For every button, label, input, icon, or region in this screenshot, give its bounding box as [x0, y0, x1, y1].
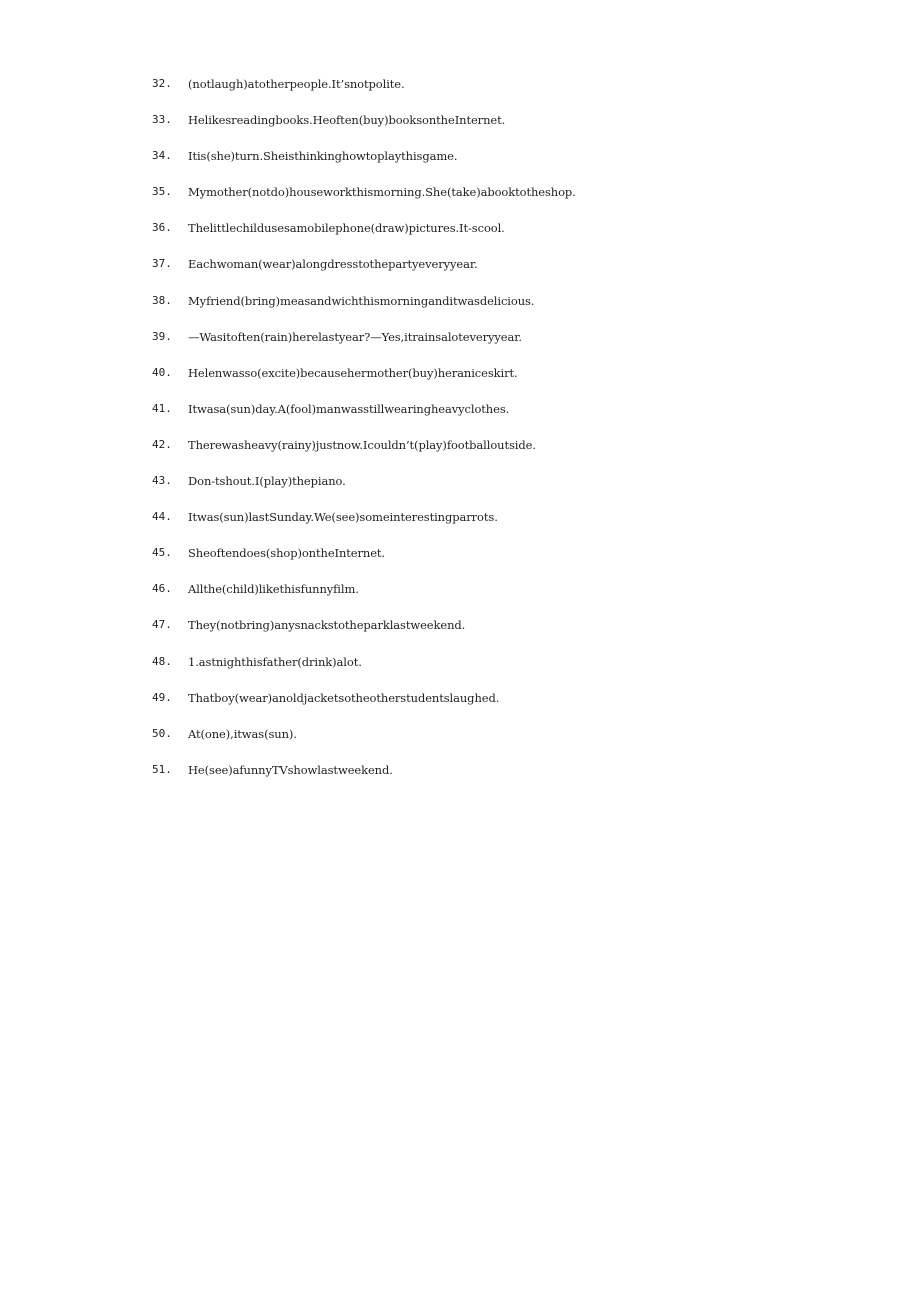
- exercise-number: 40.: [152, 365, 172, 379]
- exercise-item: [152, 148, 852, 184]
- exercise-text: Mymother(notdo)houseworkthismorning.She(take)abooktotheshop.: [188, 185, 576, 200]
- exercise-text: They(notbring)anysnackstotheparklastweekend.: [188, 618, 466, 633]
- exercise-text: Helenwasso(excite)becausehermother(buy)heraniceskirt.: [188, 365, 518, 380]
- exercise-text: He(see)afunnyTVshowlastweekend.: [188, 762, 393, 777]
- exercise-text: At(one),itwas(sun).: [188, 726, 297, 741]
- exercise-item: [152, 437, 852, 473]
- exercise-item: [152, 112, 852, 148]
- exercise-text: Therewasheavy(rainy)justnow.Icouldn’t(play)footballoutside.: [188, 437, 536, 452]
- exercise-item: [152, 581, 852, 617]
- exercise-number: 38.: [152, 293, 172, 307]
- exercise-text: Thelittlechildusesamobilephone(draw)pictures.It‑scool.: [188, 221, 505, 236]
- exercise-number: 39.: [152, 329, 172, 343]
- exercise-text: (notlaugh)atotherpeople.It’snotpolite.: [188, 77, 405, 91]
- exercise-text: —Wasitoften(rain)herelastyear?—Yes,itrainsaloteveryyear.: [188, 329, 522, 344]
- exercise-text: 1.astnighthisfather(drink)alot.: [188, 654, 362, 669]
- exercise-item: [152, 762, 852, 798]
- exercise-text: Itis(she)turn.Sheisthinkinghowtoplaythisgame.: [188, 149, 458, 164]
- exercise-item: [152, 184, 852, 220]
- exercise-text: Don‑tshout.I(play)thepiano.: [188, 474, 346, 489]
- exercise-item: [152, 220, 852, 256]
- exercise-text: Allthe(child)likethisfunnyfilm.: [188, 582, 359, 597]
- exercise-item: [152, 473, 852, 509]
- exercise-number: 33.: [152, 113, 172, 127]
- exercise-number: 42.: [152, 437, 172, 451]
- exercise-text: Itwasa(sun)day.A(fool)manwasstillwearingheavyclothes.: [188, 401, 510, 416]
- exercise-number: 43.: [152, 474, 172, 488]
- exercise-item: [152, 365, 852, 401]
- exercise-item: [152, 545, 852, 581]
- exercise-number: 51.: [152, 762, 172, 776]
- exercise-item: [152, 293, 852, 329]
- exercise-number: 49.: [152, 690, 172, 704]
- exercise-number: 46.: [152, 582, 172, 596]
- exercise-item: [152, 617, 852, 653]
- exercise-item: [152, 654, 852, 690]
- exercise-number: 41.: [152, 401, 172, 415]
- exercise-item: [152, 76, 852, 112]
- exercise-item: [152, 726, 852, 762]
- exercise-number: 50.: [152, 726, 172, 740]
- exercise-text: Itwas(sun)lastSunday.We(see)someinterestingparrots.: [188, 510, 498, 525]
- exercise-item: [152, 509, 852, 545]
- exercise-number: 35.: [152, 185, 172, 199]
- exercise-text: Myfriend(bring)measandwichthismorninganditwasdelicious.: [188, 293, 535, 308]
- exercise-text: Sheoftendoes(shop)ontheInternet.: [188, 546, 385, 561]
- exercise-item: [152, 329, 852, 365]
- exercise-text: Eachwoman(wear)alongdresstothepartyeveryyear.: [188, 257, 478, 272]
- exercise-list: [152, 76, 852, 798]
- exercise-item: [152, 256, 852, 292]
- exercise-number: 45.: [152, 546, 172, 560]
- exercise-number: 44.: [152, 510, 172, 524]
- exercise-number: 32.: [152, 77, 172, 90]
- exercise-text: Helikesreadingbooks.Heoften(buy)booksontheInternet.: [188, 113, 506, 128]
- exercise-item: [152, 690, 852, 726]
- exercise-number: 34.: [152, 149, 172, 163]
- exercise-number: 47.: [152, 618, 172, 632]
- exercise-number: 36.: [152, 221, 172, 235]
- exercise-item: [152, 401, 852, 437]
- exercise-text: Thatboy(wear)anoldjacketsotheotherstudentslaughed.: [188, 690, 500, 705]
- exercise-number: 37.: [152, 257, 172, 271]
- exercise-number: 48.: [152, 654, 172, 668]
